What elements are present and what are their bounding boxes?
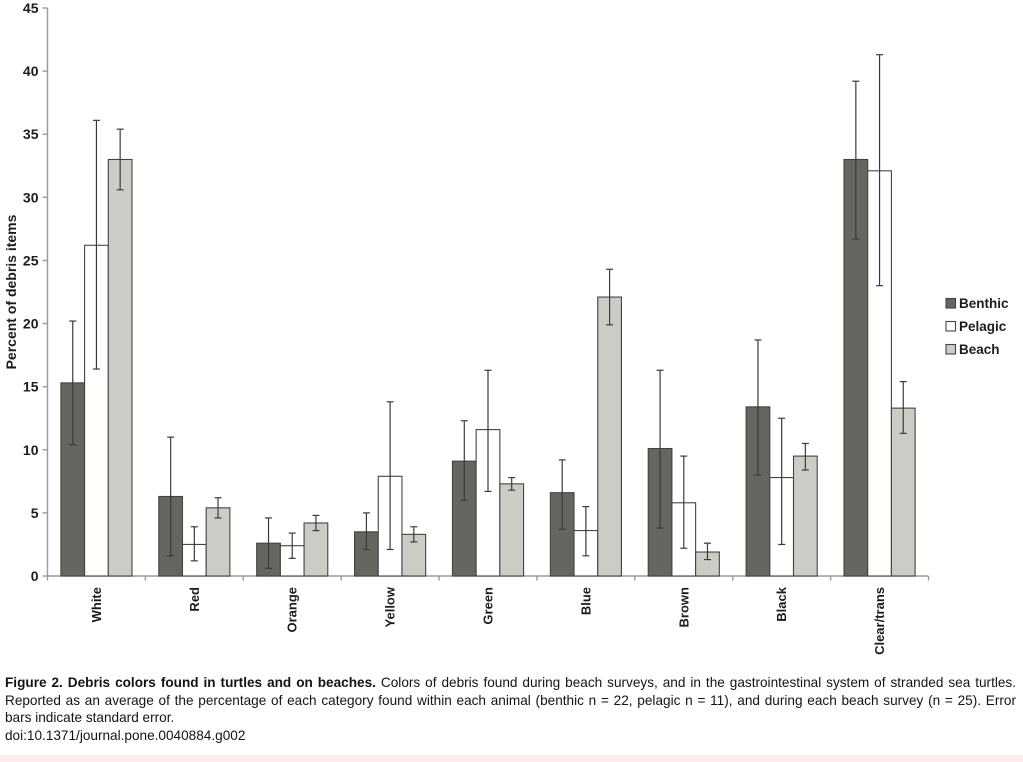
y-tick-label-25: 25 (22, 252, 39, 269)
category-label-yellow: Yellow (382, 587, 398, 628)
legend-label-pelagic: Pelagic (959, 319, 1007, 334)
series-beach (108, 159, 915, 576)
y-tick-label-35: 35 (22, 126, 39, 143)
caption-doi: doi:10.1371/journal.pone.0040884.g002 (5, 727, 246, 743)
legend-label-benthic: Benthic (959, 296, 1009, 311)
y-axis-title: Percent of debris items (3, 214, 19, 370)
y-tick-label-0: 0 (30, 568, 39, 584)
y-tick-label-40: 40 (22, 63, 39, 80)
legend-swatch-beach (946, 345, 956, 355)
y-tick-label-45: 45 (22, 0, 39, 16)
y-tick-label-10: 10 (22, 441, 39, 458)
category-label-orange: Orange (284, 587, 300, 633)
category-label-clear-trans: Clear/trans (872, 587, 888, 655)
y-tick-label-5: 5 (30, 504, 39, 521)
caption-body: Colors of debris found during beach surveys, and in the gastrointestinal system of stranded sea turtles. Reported as an average of the percentage of each category found within each animal (benthic n = 22, pelagic n = 11), and during each beach survey (n = 25). Error bars indicate standard error. (5, 675, 1017, 726)
bar-beach-black (794, 456, 818, 576)
category-labels (89, 586, 887, 655)
series-benthic (61, 159, 868, 576)
y-ticks (23, 0, 48, 584)
y-tick-label-15: 15 (22, 378, 39, 395)
legend-swatch-pelagic (946, 322, 956, 332)
error-bars-benthic (69, 81, 859, 568)
legend-item-benthic (946, 296, 1009, 311)
bar-beach-green (500, 484, 524, 576)
y-tick-label-20: 20 (22, 315, 39, 332)
bar-beach-blue (598, 297, 622, 576)
legend (946, 296, 1009, 357)
category-label-green: Green (480, 587, 496, 625)
page-bottom-strip (0, 755, 1023, 762)
category-label-black: Black (774, 587, 790, 622)
bar-beach-white (108, 159, 132, 576)
legend-item-beach (946, 342, 1000, 357)
figure-caption (5, 674, 1016, 727)
legend-swatch-benthic (946, 299, 956, 309)
caption-title: Figure 2. Debris colors found in turtles and on beaches. (5, 675, 376, 690)
legend-label-beach: Beach (959, 342, 1000, 357)
legend-item-pelagic (946, 319, 1007, 334)
category-label-red: Red (186, 587, 202, 612)
y-tick-label-30: 30 (22, 189, 39, 206)
category-label-white: White (88, 587, 104, 623)
category-label-blue: Blue (578, 587, 594, 616)
category-label-brown: Brown (676, 587, 692, 628)
